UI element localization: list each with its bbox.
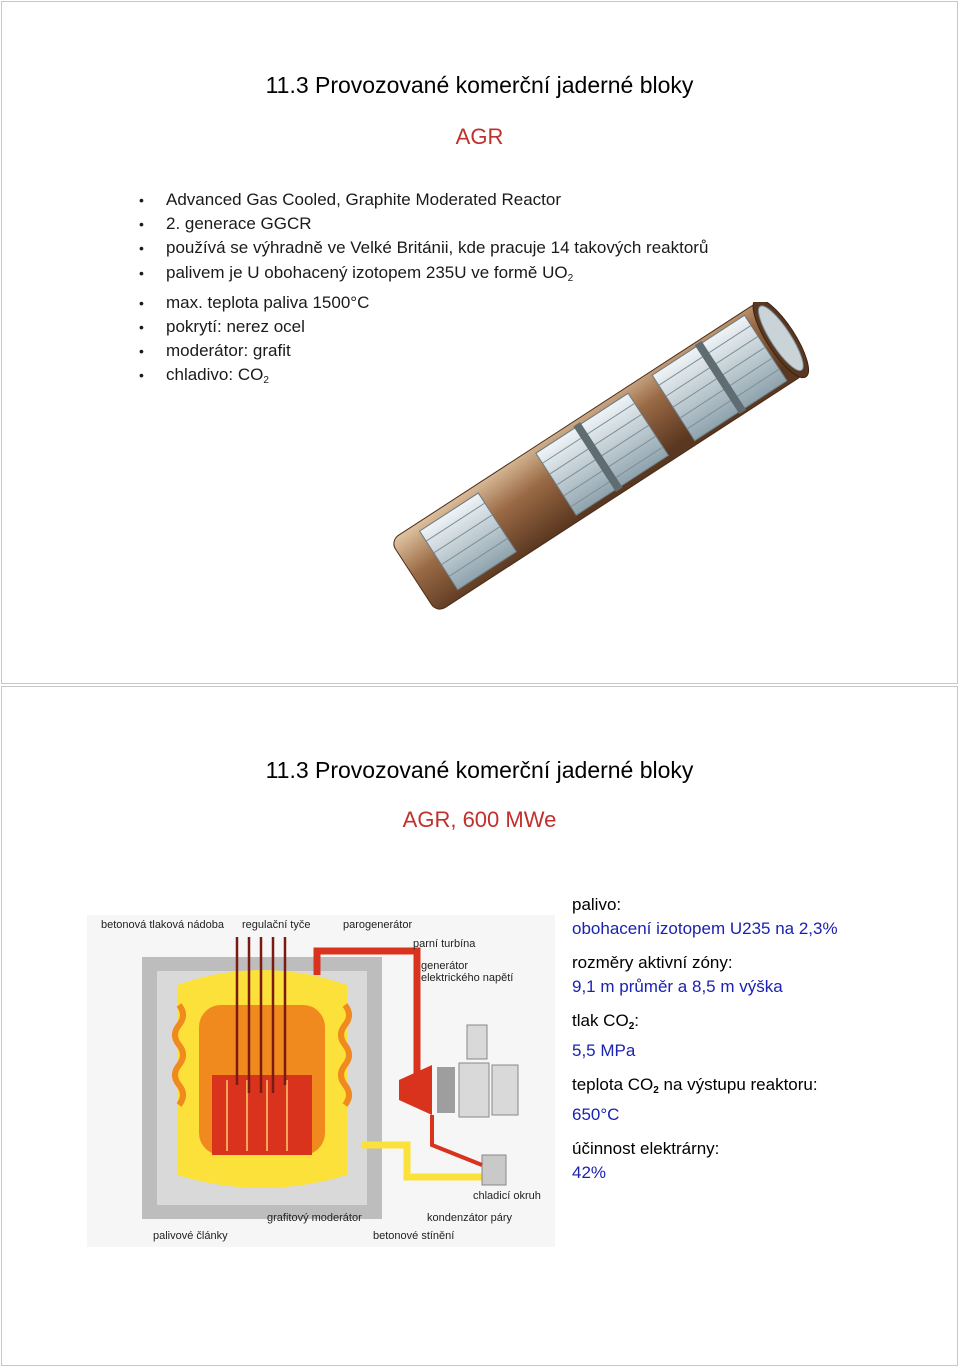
parameter-list — [572, 893, 838, 1195]
label-control-rods: regulační tyče — [242, 919, 311, 931]
bullet-item: • max. teplota paliva 1500°C — [139, 291, 708, 315]
param-efficiency: účinnost elektrárny: 42% — [572, 1139, 720, 1182]
bullet-item: • moderátor: grafit — [139, 339, 708, 363]
label-fuel-elements: palivové články — [153, 1230, 228, 1242]
label-condenser: kondenzátor páry — [427, 1212, 512, 1224]
param-core-size: rozměry aktivní zóny: 9,1 m průměr a 8,5 m výška — [572, 953, 783, 996]
param-outlet-temperature: teplota $CO_2$ na výstupu reaktoru: 650°C — [572, 1075, 818, 1124]
param-fuel: palivo: obohacení izotopem U235 na 2,3% — [572, 895, 838, 938]
slide-agr-intro — [1, 1, 958, 684]
reactor-schematic — [87, 915, 555, 1247]
slide-title: 11.3 Provozované komerční jaderné bloky — [265, 72, 694, 98]
slide-title: 11.3 Provozované komerční jaderné bloky — [265, 757, 694, 783]
label-concrete-vessel: betonová tlaková nádoba — [101, 919, 224, 931]
param-pressure: tlak $CO_2$: 5,5 MPa — [572, 1011, 639, 1060]
slide-subtitle: AGR, 600 MWe — [402, 807, 557, 832]
slide-subtitle: AGR — [455, 124, 504, 149]
bullet-item: • palivem je U obohacený izotopem 235U ve formě $UO_2$ — [139, 261, 708, 291]
slide-agr-parameters — [1, 686, 958, 1366]
label-generator-line2: elektrického napětí — [421, 972, 514, 984]
bullet-item: • pokrytí: nerez ocel — [139, 315, 708, 339]
label-concrete-shield: betonové stínění — [373, 1230, 455, 1242]
bullet-item: • 2. generace GGCR — [139, 212, 708, 236]
bullet-item: • Advanced Gas Cooled, Graphite Moderated Reactor — [139, 188, 708, 212]
fuel-assembly-illustration — [368, 302, 828, 612]
label-generator: generátor — [421, 960, 469, 972]
label-steam-turbine: parní turbína — [413, 938, 476, 950]
label-cooling-circuit: chladicí okruh — [473, 1190, 541, 1202]
bullet-item: • chladivo: $CO_2$ — [139, 363, 708, 393]
label-steam-generator: parogenerátor — [343, 919, 413, 931]
label-graphite-moderator: grafitový moderátor — [267, 1212, 362, 1224]
bullet-item: • používá se výhradně ve Velké Británii, kde pracuje 14 takových reaktorů — [139, 236, 708, 260]
